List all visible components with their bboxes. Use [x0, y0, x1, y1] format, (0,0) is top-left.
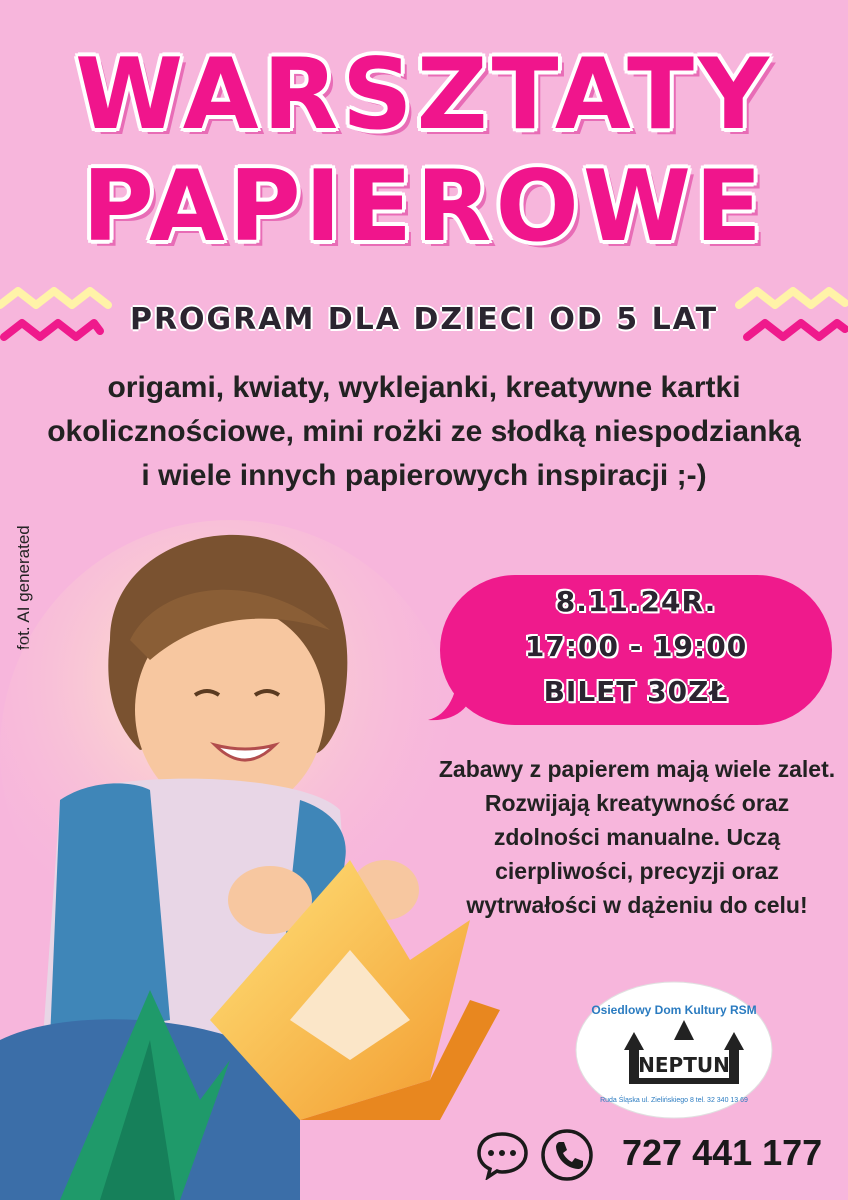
photo-credit: fot. AI generated [14, 525, 33, 650]
info-text: Zabawy z papierem mają wiele zalet. Rozwijają kreatywność oraz zdolności manualne. Uczą cierpliwości, precyzji oraz wytrwałości w dążeniu do celu! [438, 756, 836, 918]
title-line-2: PAPIEROWE [82, 150, 766, 264]
phone-icon [540, 1128, 594, 1182]
logo-address: Ruda Śląska ul. Zielińskiego 8 tel. 32 340 13 69 [600, 1097, 748, 1104]
event-ticket: BILET 30ZŁ [543, 675, 729, 708]
event-date: 8.11.24R. [555, 585, 717, 618]
title-line-1: WARSZTATY [75, 38, 773, 152]
logo-org: Osiedlowy Dom Kultury RSM [591, 1003, 757, 1017]
event-time: 17:00 - 19:00 [524, 630, 748, 663]
neptun-logo [574, 980, 774, 1120]
chat-icon [475, 1130, 530, 1180]
phone-number: 727 441 177 [622, 1132, 823, 1173]
description: origami, kwiaty, wyklejanki, kreatywne kartki okolicznościowe, mini rożki ze słodką niespodzianką i wiele innych papierowych inspiracji ;-) [47, 371, 801, 492]
logo-name: NEPTUN [638, 1053, 730, 1077]
subtitle: PROGRAM DLA DZIECI OD 5 LAT [129, 302, 719, 337]
